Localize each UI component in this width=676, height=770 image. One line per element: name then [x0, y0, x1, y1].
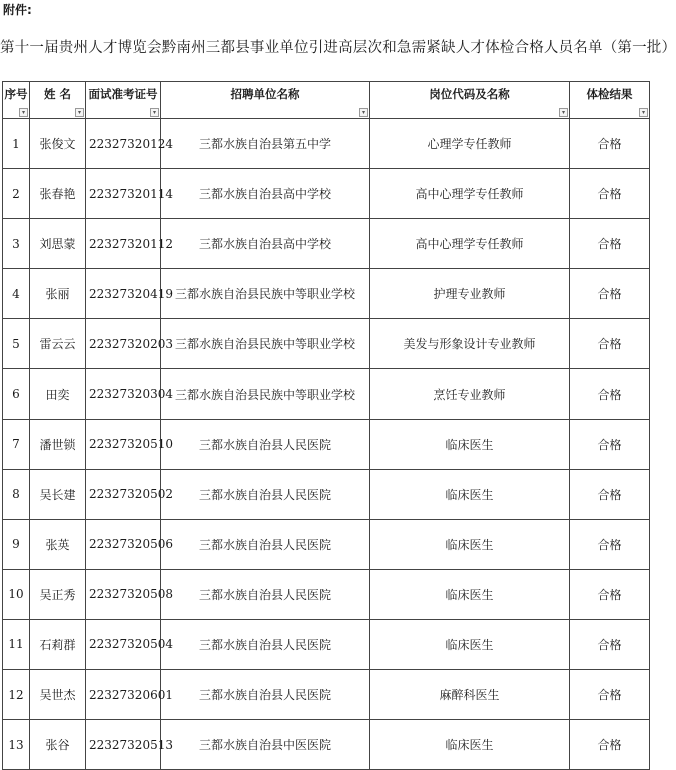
- cell-result: 合格: [570, 119, 650, 169]
- table-body: [3, 119, 650, 770]
- header-exam-id: [86, 82, 161, 119]
- filter-dropdown-icon[interactable]: ▾: [75, 108, 84, 117]
- filter-dropdown-icon[interactable]: ▾: [639, 108, 648, 117]
- cell-no: 6: [3, 369, 30, 419]
- document-title: 第十一届贵州人才博览会黔南州三都县事业单位引进高层次和急需紧缺人才体检合格人员名单（第一批）: [0, 40, 676, 56]
- cell-exam-id: 22327320502: [86, 469, 161, 519]
- cell-no: 10: [3, 569, 30, 619]
- cell-post: 临床医生: [370, 619, 570, 669]
- cell-result: 合格: [570, 419, 650, 469]
- cell-result: 合格: [570, 619, 650, 669]
- cell-name: 张谷: [30, 720, 86, 770]
- cell-result: 合格: [570, 670, 650, 720]
- cell-no: 12: [3, 670, 30, 720]
- cell-unit: 三都水族自治县第五中学: [161, 119, 370, 169]
- table-row: [3, 419, 650, 469]
- table-row: [3, 169, 650, 219]
- cell-name: 吴正秀: [30, 569, 86, 619]
- cell-result: 合格: [570, 219, 650, 269]
- cell-no: 13: [3, 720, 30, 770]
- cell-post: 高中心理学专任教师: [370, 169, 570, 219]
- results-table: [2, 81, 650, 770]
- cell-exam-id: 22327320304: [86, 369, 161, 419]
- header-name-label: 姓 名: [43, 87, 71, 101]
- cell-unit: 三都水族自治县民族中等职业学校: [161, 319, 370, 369]
- cell-post: 麻醉科医生: [370, 670, 570, 720]
- header-post-label: 岗位代码及名称: [429, 87, 510, 101]
- cell-exam-id: 22327320601: [86, 670, 161, 720]
- cell-unit: 三都水族自治县人民医院: [161, 419, 370, 469]
- cell-name: 潘世锁: [30, 419, 86, 469]
- table-row: [3, 119, 650, 169]
- cell-no: 11: [3, 619, 30, 669]
- cell-name: 田奕: [30, 369, 86, 419]
- cell-exam-id: 22327320203: [86, 319, 161, 369]
- cell-no: 1: [3, 119, 30, 169]
- cell-name: 刘思蒙: [30, 219, 86, 269]
- cell-no: 2: [3, 169, 30, 219]
- table-row: [3, 569, 650, 619]
- cell-exam-id: 22327320510: [86, 419, 161, 469]
- cell-result: 合格: [570, 569, 650, 619]
- cell-unit: 三都水族自治县人民医院: [161, 469, 370, 519]
- cell-result: 合格: [570, 469, 650, 519]
- cell-no: 3: [3, 219, 30, 269]
- cell-exam-id: 22327320112: [86, 219, 161, 269]
- table-row: [3, 619, 650, 669]
- cell-post: 临床医生: [370, 569, 570, 619]
- attachment-label: 附件:: [3, 3, 32, 17]
- header-exam-id-label: 面试准考证号: [88, 87, 158, 101]
- cell-result: 合格: [570, 519, 650, 569]
- cell-exam-id: 22327320508: [86, 569, 161, 619]
- cell-post: 心理学专任教师: [370, 119, 570, 169]
- cell-unit: 三都水族自治县人民医院: [161, 519, 370, 569]
- cell-exam-id: 22327320419: [86, 269, 161, 319]
- cell-exam-id: 22327320114: [86, 169, 161, 219]
- cell-post: 临床医生: [370, 519, 570, 569]
- cell-post: 烹饪专业教师: [370, 369, 570, 419]
- cell-unit: 三都水族自治县高中学校: [161, 219, 370, 269]
- cell-name: 石莉群: [30, 619, 86, 669]
- cell-name: 张春艳: [30, 169, 86, 219]
- cell-exam-id: 22327320504: [86, 619, 161, 669]
- header-no-label: 序号: [4, 87, 28, 101]
- header-unit-label: 招聘单位名称: [230, 87, 300, 101]
- cell-unit: 三都水族自治县中医医院: [161, 720, 370, 770]
- table-row: [3, 469, 650, 519]
- cell-result: 合格: [570, 269, 650, 319]
- cell-unit: 三都水族自治县高中学校: [161, 169, 370, 219]
- header-no: [3, 82, 30, 119]
- cell-result: 合格: [570, 169, 650, 219]
- cell-post: 临床医生: [370, 720, 570, 770]
- cell-no: 7: [3, 419, 30, 469]
- header-post: [370, 82, 570, 119]
- cell-name: 张英: [30, 519, 86, 569]
- table-row: [3, 369, 650, 419]
- cell-result: 合格: [570, 319, 650, 369]
- header-unit: [161, 82, 370, 119]
- table-row: [3, 670, 650, 720]
- cell-name: 雷云云: [30, 319, 86, 369]
- filter-dropdown-icon[interactable]: ▾: [19, 108, 28, 117]
- cell-post: 护理专业教师: [370, 269, 570, 319]
- cell-post: 美发与形象设计专业教师: [370, 319, 570, 369]
- header-name: [30, 82, 86, 119]
- cell-no: 4: [3, 269, 30, 319]
- cell-name: 吴世杰: [30, 670, 86, 720]
- cell-name: 吴长建: [30, 469, 86, 519]
- filter-dropdown-icon[interactable]: ▾: [150, 108, 159, 117]
- table-row: [3, 319, 650, 369]
- cell-exam-id: 22327320513: [86, 720, 161, 770]
- filter-dropdown-icon[interactable]: ▾: [359, 108, 368, 117]
- filter-dropdown-icon[interactable]: ▾: [559, 108, 568, 117]
- header-result: [570, 82, 650, 119]
- cell-result: 合格: [570, 369, 650, 419]
- cell-post: 临床医生: [370, 419, 570, 469]
- cell-unit: 三都水族自治县人民医院: [161, 569, 370, 619]
- cell-post: 高中心理学专任教师: [370, 219, 570, 269]
- cell-result: 合格: [570, 720, 650, 770]
- table-row: [3, 269, 650, 319]
- header-result-label: 体检结果: [586, 87, 633, 101]
- cell-no: 9: [3, 519, 30, 569]
- cell-exam-id: 22327320124: [86, 119, 161, 169]
- cell-no: 8: [3, 469, 30, 519]
- cell-post: 临床医生: [370, 469, 570, 519]
- table-row: [3, 519, 650, 569]
- cell-unit: 三都水族自治县人民医院: [161, 670, 370, 720]
- cell-unit: 三都水族自治县人民医院: [161, 619, 370, 669]
- cell-unit: 三都水族自治县民族中等职业学校: [161, 269, 370, 319]
- cell-name: 张俊文: [30, 119, 86, 169]
- cell-exam-id: 22327320506: [86, 519, 161, 569]
- cell-name: 张丽: [30, 269, 86, 319]
- table-row: [3, 219, 650, 269]
- table-row: [3, 720, 650, 770]
- header-row: [3, 82, 650, 119]
- cell-no: 5: [3, 319, 30, 369]
- cell-unit: 三都水族自治县民族中等职业学校: [161, 369, 370, 419]
